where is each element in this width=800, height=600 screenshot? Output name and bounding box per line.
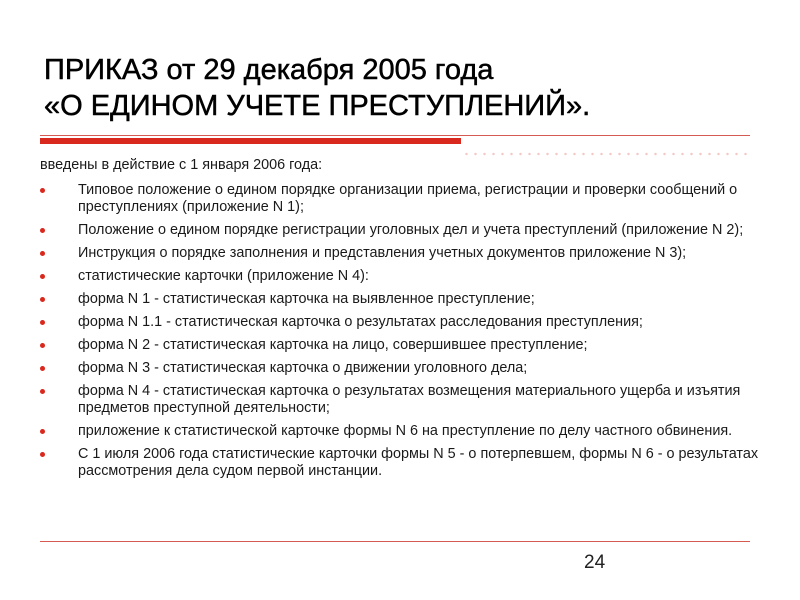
bullet-icon (40, 188, 45, 193)
list-item-text: приложение к статистической карточке формы N 6 на преступление по делу частного обвинения. (78, 423, 733, 439)
list-item (40, 291, 775, 308)
list-item (40, 314, 775, 331)
bullet-icon (40, 297, 45, 302)
list-item (40, 383, 775, 417)
slide-title (44, 52, 764, 124)
bullet-icon (40, 251, 45, 256)
list-item (40, 222, 775, 239)
list-item-text: Положение о едином порядке регистрации уголовных дел и учета преступлений (приложение N 2); (78, 222, 744, 238)
page-number: 24 (584, 552, 606, 573)
bullet-icon (40, 274, 45, 279)
list-item (40, 182, 775, 216)
list-item-text: статистические карточки (приложение N 4): (78, 268, 369, 284)
bullet-icon (40, 429, 45, 434)
footer-divider-line (40, 541, 750, 542)
bullet-icon (40, 366, 45, 371)
document-list (40, 182, 775, 480)
list-item-text: Типовое положение о едином порядке организации приема, регистрации и проверки сообщений о преступлениях (приложение N 1); (78, 182, 738, 215)
list-item-text: форма N 3 - статистическая карточка о движении уголовного дела; (78, 360, 528, 376)
list-item (40, 337, 775, 354)
intro-text: введены в действие с 1 января 2006 года: (40, 157, 323, 173)
bullet-icon (40, 452, 45, 457)
list-item (40, 423, 775, 440)
bullet-icon (40, 228, 45, 233)
list-item-text: форма N 2 - статистическая карточка на лицо, совершившее преступление; (78, 337, 588, 353)
slide-body (40, 157, 775, 486)
list-item-text: форма N 1.1 - статистическая карточка о результатах расследования преступления; (78, 314, 643, 330)
list-item (40, 245, 775, 262)
title-divider-line (40, 135, 750, 136)
title-line-1 (44, 52, 764, 88)
list-item (40, 360, 775, 377)
list-item-text: форма N 4 - статистическая карточка о результатах возмещения материального ущерба и изъятия предметов преступной деятельности; (78, 383, 741, 416)
bullet-icon (40, 343, 45, 348)
list-item-text: С 1 июля 2006 года статистические карточки формы N 5 - о потерпевшем, формы N 6 - о результатах рассмотрения дела судом первой инстанции. (78, 446, 759, 479)
title-order-date: от 29 декабря 2005 года (158, 54, 494, 86)
bullet-icon (40, 389, 45, 394)
list-item (40, 446, 775, 480)
bullet-icon (40, 320, 45, 325)
title-divider-accent (40, 138, 461, 144)
title-line-2: «О ЕДИНОМ УЧЕТЕ ПРЕСТУПЛЕНИЙ». (44, 90, 591, 122)
list-item-text: форма N 1 - статистическая карточка на выявленное преступление; (78, 291, 535, 307)
list-item (40, 268, 775, 285)
title-order-word: ПРИКАЗ (44, 54, 159, 86)
list-item-text: Инструкция о порядке заполнения и представления учетных документов приложение N 3); (78, 245, 687, 261)
